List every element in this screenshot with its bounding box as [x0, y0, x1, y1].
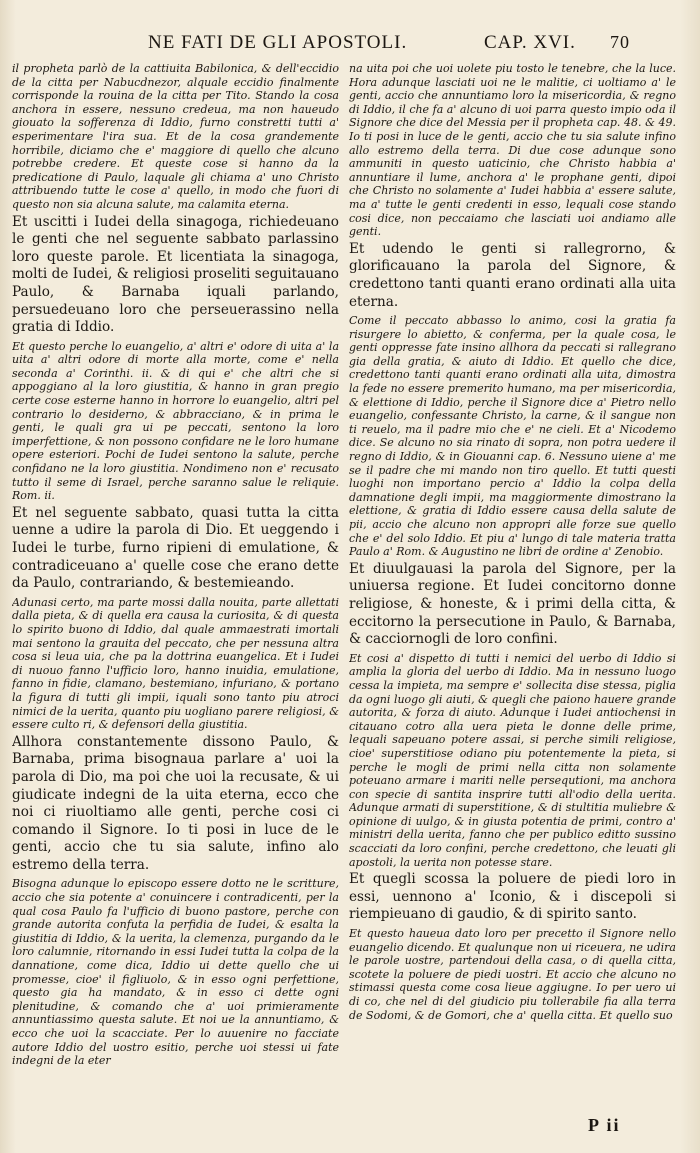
paragraph: Come il peccato abbasso lo animo, cosi la gratia fa risurgere lo abietto, & conferma, per la quale cosa, le genti oppresse fate insino allhora da peccati si rallegrano gia della gratia, & aiuto di Iddio. Et quello che dice, credettono tanti quanti erano ordinati alla uita, dimostra la fede no essere premerito humano, ma per misericordia, & elettione di Iddio, perche il Signore dice a' Pietro nello euangelio, confessante Christo, la carne, & il sangue non ti reuelo, ma il padre mio che e' ne cieli. Et a' Nicodemo dice. Se alcuno no sia rinato di sopra, non potra uedere il regno di Iddio, & in Giouanni cap. 6. Nessuno uiene a' me se il padre che mi mando non tiro quello. Et tutti questi luoghi non importano percio a' Iddio la colpa della damnatione degli impii, ma maggiormente dimostrano la elettione, & gratia di Iddio essere causa della salute de pii, accio che alcuno non appropri alle forze sue quello che e' del solo Iddio. Et piu a' lungo di tale materia tratta Paulo a' Rom. & Augustino ne libri de ordine a' Zenobio.: [349, 314, 676, 559]
left-column: [12, 62, 339, 1070]
paragraph: Et diuulgauasi la parola del Signore, per la uniuersa regione. Et Iudei concitorno donne religiose, & honeste, & i primi della citta, & eccitorno la persecutione in Paulo, & Barnaba, & cacciornogli de loro confini.: [349, 560, 676, 648]
paragraph: Et questo perche lo euangelio, a' altri e' odore di uita a' la uita a' altri odore di morte alla morte, come e' nella seconda a' Corinthi. ii. & di qui e' che altri che si appoggiano al la loro giustitia, & hanno in gran pregio certe cose esterne hanno in horrore lo euangelio, altri pel contrario lo desiderno, & abbracciano, & in prima le genti, le quali gra ui pe peccati, sentono la loro imperfettione, & non possono confidare ne le loro humane opere esteriori. Pochi de Iudei sentono la salute, perche confidano ne la loro giustitia. Nondimeno non e' recusato tutto il seme di Israel, perche saranno salue le reliquie. Rom. ii.: [12, 339, 339, 503]
paragraph: Et udendo le genti si rallegrorno, & glorificauano la parola del Signore, & credettono tanti quanti erano ordinati alla uita eterna.: [349, 240, 676, 310]
text-columns: [12, 62, 676, 1070]
paragraph: Allhora constantemente dissono Paulo, & Barnaba, prima bisognaua parlare a' uoi la parola di Dio, ma poi che uoi la recusate, & ui giudicate indegni de la uita eterna, ecco che noi ci riuoltiamo alle genti, perche cosi ci comando il Signore. Io ti posi in luce de le genti, accio che tu sia salute, infino alo estremo della terra.: [12, 733, 339, 873]
page-header: [0, 32, 700, 62]
paragraph: Et uscitti i Iudei della sinagoga, richiedeuano le genti che nel seguente sabbato parlassino loro queste parole. Et licentiata la sinagoga, molti de Iudei, & religiosi proseliti seguitauano Paulo, & Barnaba iquali parlando, persuedeuano loro che perseuerassino nella gratia di Iddio.: [12, 213, 339, 336]
running-title: NE FATI DE GLI APOSTOLI.: [148, 32, 408, 53]
paragraph: il propheta parlò de la cattiuita Babilonica, & dell'eccidio de la citta per Nabucdnezor, alquale eccidio finalmente corrisponde la rouina de la citta per Tito. Stando la cosa anchora in essere, nessuno credeua, ma non haueudo giouato la sofferenza di Iddio, furno constretti tutti a' esperimentare l'ira sua. Et de la cosa grandemente horribile, diciamo che e' maggiore di quello che alcuno potrebbe credere. Et queste cose si hanno da la predicatione di Paulo, laquale gli chiama a' uno Christo attribuendo tutte le cose a' quello, in modo che fuori di questo non sia alcuna salute, ma calamita eterna.: [12, 62, 339, 211]
paragraph: Adunasi certo, ma parte mossi dalla nouita, parte allettati dalla pieta, & di quella era causa la curiosita, & di questa lo spirito buono di Iddio, dal quale ammaestrati imortali mai sentono la grauita del peccato, che per nessuna altra cosa si leua uia, che pa la dottrina euangelica. Et i Iudei di nuouo fanno l'ufficio loro, hanno inuidia, emulatione, fanno in fidie, clamano, bestemiano, infuriano, & portano la figura di tutti gli impii, iquali sono tanto piu atroci nimici de la uerita, quanto piu uogliano parere religiosi, & essere culto ri, & defensori della giustitia.: [12, 595, 339, 732]
paragraph: Et cosi a' dispetto di tutti i nemici del uerbo di Iddio si amplia la gloria del uerbo di Iddio. Ma in nessuno luogo cessa la impieta, ma sempre e' sollecita dise stessa, piglia da ogni luogo gli aiuti, & quegli che paiono hauere grande autorita, & forza di aiuto. Adunque i Iudei antiochensi in citauano cotro alla uera pieta le donne delle prime, lequali sapeuano potere assai, si perche simili religiose, cioe' superstitiose odiano piu potentemente la pieta, si perche le mogli de primi nella citta non solamente poteuano armare i mariti nelle persequtioni, ma anchora con specie di santita insprire tutti all'odio della uerita. Adunque armati di superstitione, & di stultitia muliebre & opinione di uulgo, & in giusta potentia de primi, contro a' ministri della uerita, fanno che per publico editto sussino scacciati da loro confini, perche credettono, che leuati gli apostoli, la uerita non potesse stare.: [349, 651, 676, 869]
paragraph: Et quegli scossa la poluere de piedi loro in essi, uennono a' Iconio, & i discepoli si riempieuano di gaudio, & di spirito santo.: [349, 871, 676, 923]
signature-mark: P ii: [588, 1115, 621, 1135]
paragraph: Bisogna adunque lo episcopo essere dotto ne le scritture, accio che sia potente a' conuincere i contradicenti, per la qual cosa Paulo fa l'ufficio di buono pastore, perche con grande autorita confuta la perfidia de Iudei, & esalta la giustitia di Iddio, & la uerita, la clemenza, purgando da le loro calumnie, ritornando in essi Iudei tutta la colpa de la dannatione, come dica, Iddio ui dette quello che ui promesse, cioe' il figliuolo, & in esso ogni perfettione, questo gia ha mandato, & in esso ci dette ogni plenitudine, & comando che a' uoi primieramente annuntiassimo questa salute. Et noi ue la annuntiamo, & ecco che uoi la scacciate. Per lo auuenire no facciate autore Iddio del uostro esitio, perche uoi stessi ui fate indegni de la eter: [12, 877, 339, 1068]
folio-number: 70: [610, 32, 630, 52]
chapter-heading: CAP. XVI.: [484, 32, 576, 53]
paragraph: Et questo haueua dato loro per precetto il Signore nello euangelio dicendo. Et qualunque non ui riceuera, ne udira le parole uostre, partendoui della casa, o di quella citta, scotete la poluere de piedi uostri. Et accio che alcuno no stimassi questa come cosa lieue aggiugne. Io per uero ui di co, che nel di del giudicio piu tollerabile fia alla terra de Sodomi, & de Gomori, che a' quella citta. Et quello suo: [349, 927, 676, 1022]
paragraph: Et nel seguente sabbato, quasi tutta la citta uenne a udire la parola di Dio. Et ueggendo i Iudei le turbe, furno ripieni di emulatione, & contradiceuano a' quelle cose che erano dette da Paulo, contrariando, & bestemieando.: [12, 504, 339, 592]
paragraph: na uita poi che uoi uolete piu tosto le tenebre, che la luce. Hora adunque lasciati uoi ne le malitie, ci uoltiamo a' le genti, accio che annuntiamo loro la misericordia, & regno di Iddio, il che fa a' alcuno di uoi parra questo impio oda il Signore che dice del Messia per il propheta cap. 48. & 49. Io ti posi in luce de le genti, accio che tu sia salute infino allo estremo della terra. Di due cose adunque sono ammuniti in questo uaticinio, che Christo habbia a' annuntiare il lume, anchora a' le prophane genti, dipoi che Christo no solamente a' Iudei habbia a' essere salute, ma a' tutte le genti credenti in esso, lequali cose stando cosi dice, non peccaiamo che lasciati uoi andiamo alle genti.: [349, 62, 676, 239]
right-column: [349, 62, 676, 1070]
